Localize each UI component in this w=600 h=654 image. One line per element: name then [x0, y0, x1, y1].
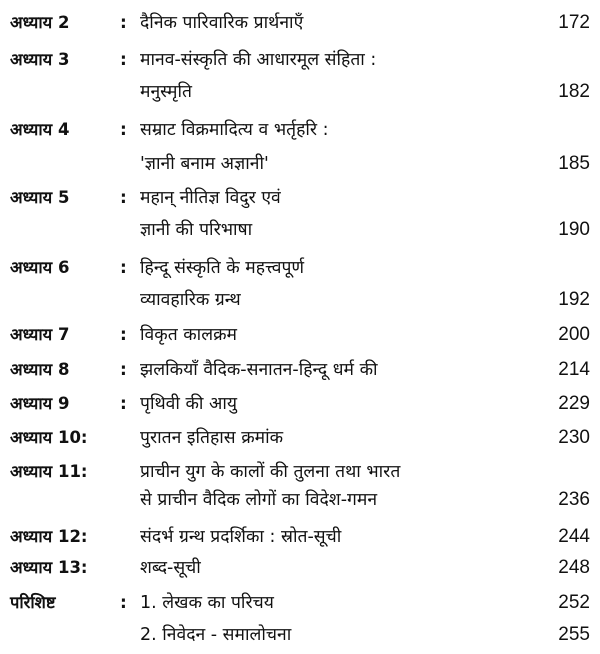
toc-entry — [0, 43, 600, 77]
toc-entry — [0, 113, 600, 147]
toc-entry-continued — [0, 483, 600, 517]
toc-entry — [0, 520, 600, 554]
separator: : — [120, 188, 127, 208]
toc-entry — [0, 251, 600, 285]
page-number: 200 — [558, 324, 590, 345]
chapter-title: पृथिवी की आयु — [140, 394, 238, 414]
toc-entry — [0, 353, 600, 387]
toc-entry-continued — [0, 283, 600, 317]
separator: : — [120, 360, 127, 380]
chapter-title: हिन्दू संस्कृति के महत्त्वपूर्ण — [140, 258, 305, 278]
chapter-label: अध्याय 6 — [10, 258, 70, 277]
toc-entry — [0, 181, 600, 215]
page-number: 192 — [558, 289, 590, 310]
chapter-title: महान् नीतिज्ञ विदुर एवं — [140, 188, 281, 208]
chapter-title: शब्द-सूची — [140, 558, 201, 578]
chapter-label: अध्याय 8 — [10, 360, 70, 379]
separator: : — [120, 50, 127, 70]
chapter-label: अध्याय 2 — [10, 13, 70, 32]
chapter-title: 1. लेखक का परिचय — [140, 593, 274, 613]
page-number: 185 — [558, 153, 590, 174]
separator: : — [120, 394, 127, 414]
chapter-label: अध्याय 13: — [10, 558, 88, 577]
page-number: 229 — [558, 393, 590, 414]
page-number: 172 — [558, 12, 590, 33]
separator: : — [120, 13, 127, 33]
chapter-title: मनुस्मृति — [140, 82, 192, 102]
page-number: 182 — [558, 81, 590, 102]
chapter-title: झलकियाँ वैदिक-सनातन-हिन्दू धर्म की — [140, 360, 378, 380]
page-number: 236 — [558, 489, 590, 510]
toc-entry — [0, 421, 600, 455]
chapter-title: संदर्भ ग्रन्थ प्रदर्शिका : स्रोत-सूची — [140, 527, 342, 547]
separator: : — [120, 120, 127, 140]
chapter-label: अध्याय 3 — [10, 50, 70, 69]
separator: : — [120, 258, 127, 278]
page-number: 190 — [558, 219, 590, 240]
chapter-label: अध्याय 5 — [10, 188, 70, 207]
toc-entry — [0, 318, 600, 352]
toc-entry-continued — [0, 618, 600, 652]
separator: : — [120, 593, 127, 613]
chapter-title: दैनिक पारिवारिक प्रार्थनाएँ — [140, 13, 304, 33]
page-number: 248 — [558, 557, 590, 578]
chapter-title: मानव-संस्कृति की आधारमूल संहिता : — [140, 50, 377, 70]
page-number: 244 — [558, 526, 590, 547]
page-number: 230 — [558, 427, 590, 448]
chapter-title: प्राचीन युग के कालों की तुलना तथा भारत — [140, 462, 401, 482]
chapter-title: विकृत कालक्रम — [140, 325, 237, 345]
chapter-title: ज्ञानी की परिभाषा — [140, 220, 253, 240]
toc-entry-continued — [0, 147, 600, 181]
separator: : — [120, 325, 127, 345]
chapter-label: अध्याय 11: — [10, 462, 88, 481]
toc-entry — [0, 551, 600, 585]
chapter-label: अध्याय 4 — [10, 120, 70, 139]
chapter-title: से प्राचीन वैदिक लोगों का विदेश-गमन — [140, 490, 378, 510]
chapter-title: 2. निवेदन - समालोचना — [140, 625, 292, 645]
page-number: 255 — [558, 624, 590, 645]
toc-entry — [0, 387, 600, 421]
toc-entry — [0, 586, 600, 620]
chapter-label: अध्याय 10: — [10, 428, 88, 447]
chapter-title: व्यावहारिक ग्रन्थ — [140, 290, 241, 310]
page-number: 252 — [558, 592, 590, 613]
chapter-title: 'ज्ञानी बनाम अज्ञानी' — [140, 154, 269, 174]
page-number: 214 — [558, 359, 590, 380]
chapter-label: परिशिष्ट — [10, 593, 56, 612]
chapter-label: अध्याय 9 — [10, 394, 70, 413]
chapter-label: अध्याय 7 — [10, 325, 70, 344]
toc-entry-continued — [0, 213, 600, 247]
toc-entry — [0, 6, 600, 40]
chapter-title: सम्राट विक्रमादित्य व भर्तृहरि : — [140, 120, 329, 140]
toc-entry-continued — [0, 75, 600, 109]
chapter-title: पुरातन इतिहास क्रमांक — [140, 428, 284, 448]
chapter-label: अध्याय 12: — [10, 527, 88, 546]
